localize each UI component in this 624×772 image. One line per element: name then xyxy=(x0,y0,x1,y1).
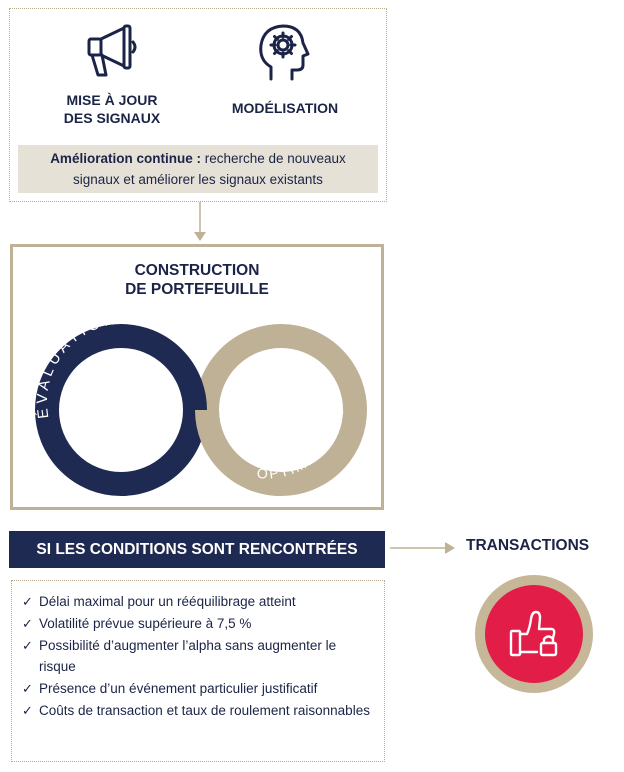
improvement-text-part2: signaux et améliorer les signaux existants xyxy=(73,172,323,187)
improvement-text-part1: recherche de nouveaux xyxy=(200,151,346,166)
infinity-loop xyxy=(13,247,381,507)
signal-update-label: MISE À JOUR DES SIGNAUX xyxy=(63,92,161,126)
optimisation-label: OPTIMISATION xyxy=(256,406,347,482)
right-arrow xyxy=(390,541,456,555)
list-item: ✓ Possibilité d’augmenter l’alpha sans augmenter le risque xyxy=(22,635,376,677)
list-item: ✓ Coûts de transaction et taux de roulement raisonnables xyxy=(22,700,376,721)
evaluation-ring xyxy=(47,336,195,484)
transactions-title: TRANSACTIONS xyxy=(466,537,590,554)
check-icon: ✓ xyxy=(22,594,33,609)
portfolio-construction-box xyxy=(10,244,384,510)
list-item: ✓ Délai maximal pour un rééquilibrage atteint xyxy=(22,591,376,612)
construction-title: CONSTRUCTION DE PORTEFEUILLE xyxy=(125,262,269,298)
check-icon: ✓ xyxy=(22,703,33,718)
list-item: ✓ Présence d’un événement particulier justificatif xyxy=(22,678,376,699)
megaphone-icon xyxy=(82,23,142,79)
conditions-title: SI LES CONDITIONS SONT RENCONTRÉES xyxy=(9,531,385,568)
continuous-improvement-banner xyxy=(18,145,378,193)
down-arrow xyxy=(192,202,208,242)
transactions-badge xyxy=(475,575,593,693)
head-gear-icon xyxy=(253,23,317,81)
signal-update-box xyxy=(9,8,387,202)
check-icon: ✓ xyxy=(22,638,33,653)
conditions-list xyxy=(11,580,385,762)
check-icon: ✓ xyxy=(22,681,33,696)
modeling-label: MODÉLISATION xyxy=(231,100,339,116)
improvement-bold-text: Amélioration continue : xyxy=(50,151,201,166)
evaluation-label: ÉVALUATION xyxy=(33,310,120,420)
thumbs-up-lock-icon xyxy=(507,607,563,661)
list-item: ✓ Volatilité prévue supérieure à 7,5 % xyxy=(22,613,376,634)
check-icon: ✓ xyxy=(22,616,33,631)
